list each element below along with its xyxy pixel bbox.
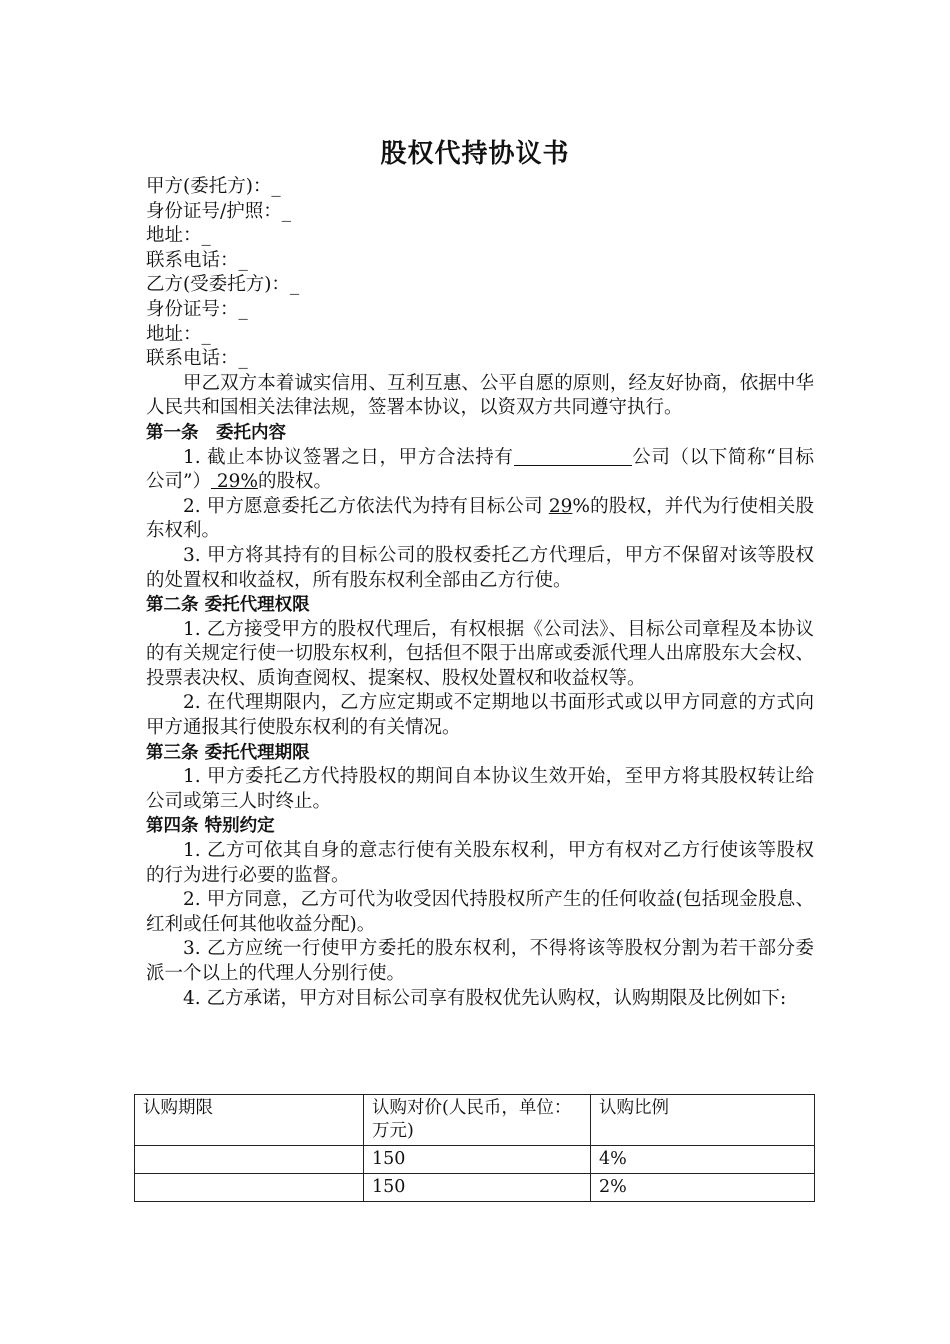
clause-text: 2. 甲方愿意委托乙方依法代为持有目标公司 bbox=[183, 495, 549, 517]
article-4-clause-4: 4. 乙方承诺，甲方对目标公司享有股权优先认购权，认购期限及比例如下: bbox=[183, 987, 787, 1009]
article-1-clause-3: 3. 甲方将其持有的目标公司的股权委托乙方代理后，甲方不保留对该等股权的处置权和收益权，所有股东权利全部由乙方行使。 bbox=[146, 544, 814, 591]
table-row bbox=[135, 1174, 815, 1202]
article-1-clause-2 bbox=[146, 495, 814, 544]
document-body bbox=[146, 175, 814, 1011]
clause-text: %的股权，并代为行使相关股东权利。 bbox=[146, 495, 814, 542]
party-a-id: 身份证号/护照：_ bbox=[146, 200, 291, 222]
article-4-clause-2: 2. 甲方同意，乙方可代为收受因代持股权所产生的任何收益(包括现金股息、红利或任何其他收益分配)。 bbox=[146, 889, 814, 935]
table-row bbox=[135, 1146, 815, 1174]
clause-text: 公司（以下简称“目标公司”） bbox=[146, 446, 814, 493]
table-cell bbox=[135, 1174, 364, 1202]
company-name-blank bbox=[514, 447, 632, 466]
share-percent: 29 bbox=[548, 495, 573, 517]
party-b-phone: 联系电话：_ bbox=[146, 348, 248, 370]
party-a-address: 地址：_ bbox=[146, 225, 211, 247]
intro-paragraph: 甲乙双方本着诚实信用、互利互惠、公平自愿的原则，经友好协商，依据中华人民共和国相关法律法规，签署本协议，以资双方共同遵守执行。 bbox=[146, 372, 814, 419]
article-1-heading: 第一条 委托内容 bbox=[146, 422, 286, 443]
article-2-clause-2: 2. 在代理期限内，乙方应定期或不定期地以书面形式或以甲方同意的方式向甲方通报其行使股东权利的有关情况。 bbox=[146, 692, 814, 739]
clause-text: 的股权。 bbox=[257, 471, 332, 493]
header-cell: 认购期限 bbox=[135, 1095, 364, 1146]
article-4-clause-1: 1. 乙方可依其自身的意志行使有关股东权利，甲方有权对乙方行使该等股权的行为进行必要的监督。 bbox=[146, 840, 814, 886]
table-cell bbox=[135, 1146, 364, 1174]
article-4-clause-3: 3. 乙方应统一行使甲方委托的股东权利，不得将该等股权分割为若干部分委派一个以上的代理人分别行使。 bbox=[146, 938, 814, 984]
table-cell: 2% bbox=[591, 1174, 815, 1202]
article-2-heading: 第二条 委托代理权限 bbox=[146, 595, 310, 616]
article-4-heading: 第四条 特别约定 bbox=[146, 816, 275, 837]
party-b-name: 乙方(受委托方)：_ bbox=[146, 274, 300, 296]
party-b-id: 身份证号：_ bbox=[146, 298, 248, 320]
table-header-row bbox=[135, 1095, 815, 1146]
article-1-clause-1 bbox=[146, 446, 814, 495]
party-a-name: 甲方(委托方)：_ bbox=[146, 176, 281, 197]
article-3-clause-1: 1. 甲方委托乙方代持股权的期间自本协议生效开始，至甲方将其股权转让给公司或第三人时终止。 bbox=[146, 766, 814, 812]
clause-text: 1. 截止本协议签署之日，甲方合法持有 bbox=[183, 446, 514, 468]
table-cell: 4% bbox=[591, 1146, 815, 1174]
header-cell: 认购对价(人民币，单位：万元) bbox=[364, 1095, 591, 1146]
share-percent: 29% bbox=[210, 471, 258, 493]
document-title: 股权代持协议书 bbox=[380, 139, 570, 169]
article-3-heading: 第三条 委托代理期限 bbox=[146, 742, 310, 763]
party-a-phone: 联系电话：_ bbox=[146, 249, 248, 271]
table-cell: 150 bbox=[364, 1174, 591, 1202]
header-cell: 认购比例 bbox=[591, 1095, 815, 1146]
subscription-table bbox=[134, 1094, 815, 1202]
article-2-clause-1: 1. 乙方接受甲方的股权代理后，有权根据《公司法》、目标公司章程及本协议的有关规定行使一切股东权利，包括但不限于出席或委派代理人出席股东大会权、投票表决权、质询查阅权、提案权、股权处置权和收益权等。 bbox=[146, 618, 814, 689]
table-cell: 150 bbox=[364, 1146, 591, 1174]
party-b-address: 地址：_ bbox=[146, 323, 211, 345]
